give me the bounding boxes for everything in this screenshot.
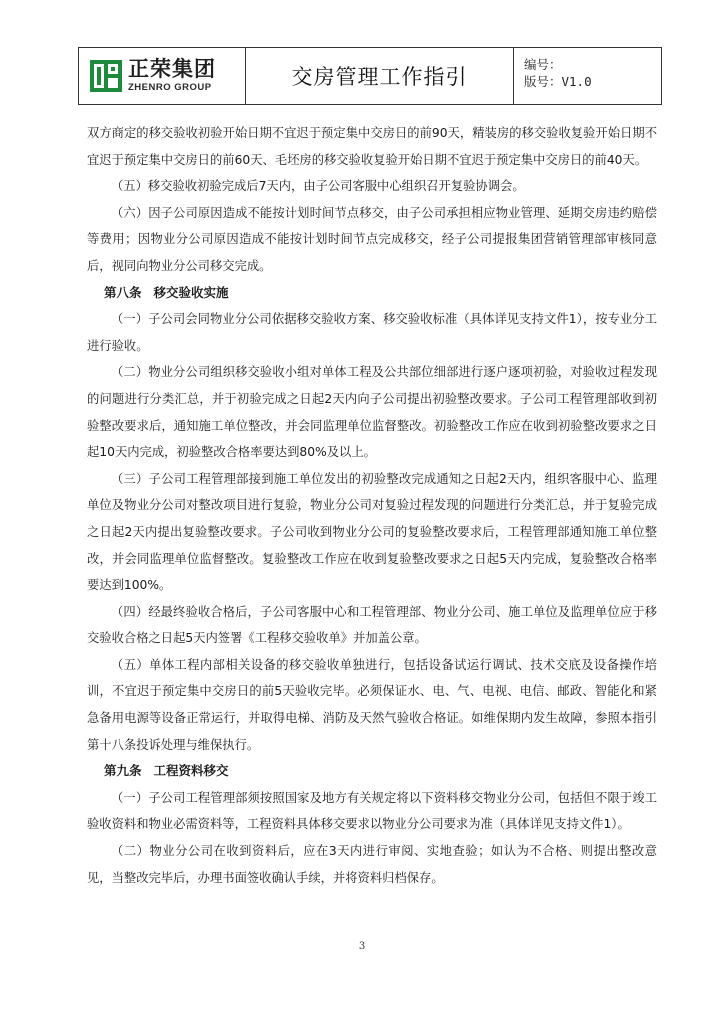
- paragraph: （一）子公司工程管理部须按照国家及地方有关规定将以下资料移交物业分公司，包括但不限于竣工验收资料和物业必需资料等，工程资料具体移交要求以物业分公司要求为准（具体详见支持文件1）。: [87, 790, 657, 832]
- logo-english-name: ZHENRO GROUP: [128, 82, 212, 94]
- zhenro-logo-icon: [89, 59, 123, 93]
- article-number: 第九条: [104, 763, 142, 779]
- article-title: 工程资料移交: [153, 763, 229, 779]
- company-logo: [89, 59, 216, 93]
- document-number: 编号：: [524, 57, 562, 72]
- paragraph: 双方商定的移交验收初验开始日期不宜迟于预定集中交房日的前90天，精装房的移交验收复验开始日期不宜迟于预定集中交房日的前60天、毛坯房的移交验收复验开始日期不宜迟于预定集中交房日的前40天。: [87, 126, 657, 167]
- article-number: 第八条: [104, 284, 142, 300]
- paragraph: （五）移交验收初验完成后7天内，由子公司客服中心组织召开复验协调会。: [111, 179, 525, 194]
- article-heading-9: [87, 758, 657, 785]
- document-header: [78, 47, 662, 105]
- document-title: 交房管理工作指引: [291, 65, 468, 89]
- logo-cell: [79, 48, 246, 104]
- paragraph: （一）子公司会同物业分公司依据移交验收方案、移交验收标准（具体详见支持文件1），按专业分工进行验收。: [87, 312, 657, 353]
- document-body: [87, 120, 657, 891]
- paragraph: （三）子公司工程管理部接到施工单位发出的初验整改完成通知之日起2天内，组织客服中心、监理单位及物业分公司对整改项目进行复验，物业分公司对复验过程发现的问题进行分类汇总，并于复验完成之日起2天内提出复验整改要求。子公司收到物业分公司的复验整改要求后，工程管理部通知施工单位整改，并会同监理单位监督整改。复验整改工作应在收到复验整改要求之日起5天内完成，复验整改合格率要达到100%。: [87, 471, 657, 593]
- paragraph: （二）物业分公司在收到资料后，应在3天内进行审阅、实地查验；如认为不合格、则提出整改意见，当整改完毕后，办理书面签收确认手续，并将资料归档保存。: [87, 844, 657, 885]
- paragraph: （四）经最终验收合格后，子公司客服中心和工程管理部、物业分公司、施工单位及监理单位应于移交验收合格之日起5天内签署《工程移交验收单》并加盖公章。: [87, 604, 657, 646]
- meta-cell: [514, 48, 661, 104]
- paragraph: （六）因子公司原因造成不能按计划时间节点移交，由子公司承担相应物业管理、延期交房违约赔偿等费用；因物业分公司原因造成不能按计划时间节点完成移交，经子公司提报集团营销管理部审核同意后，视同向物业分公司移交完成。: [87, 205, 657, 273]
- page-number: 3: [358, 941, 366, 952]
- title-cell: [246, 48, 514, 104]
- logo-chinese-name: 正荣集团: [128, 57, 216, 82]
- paragraph: （二）物业分公司组织移交验收小组对单体工程及公共部位细部进行逐户逐项初验，对验收过程发现的问题进行分类汇总，并于初验完成之日起2天内向子公司提出初验整改要求。子公司工程管理部收到初验整改要求后，通知施工单位整改，并会同监理单位监督整改。初验整改工作应在收到初验整改要求之日起10天内完成，初验整改合格率要达到80%及以上。: [87, 365, 657, 460]
- article-title: 移交验收实施: [153, 284, 229, 300]
- document-version: 版号：V1.0: [524, 74, 592, 89]
- article-heading-8: [87, 280, 657, 307]
- paragraph: （五）单体工程内部相关设备的移交验收单独进行，包括设备试运行调试、技术交底及设备操作培训，不宜迟于预定集中交房日的前5天验收完毕。必须保证水、电、气、电视、电信、邮政、智能化和紧急备用电源等设备正常运行，并取得电梯、消防及天然气验收合格证。如维保期内发生故障，参照本指引第十八条投诉处理与维保执行。: [87, 657, 657, 752]
